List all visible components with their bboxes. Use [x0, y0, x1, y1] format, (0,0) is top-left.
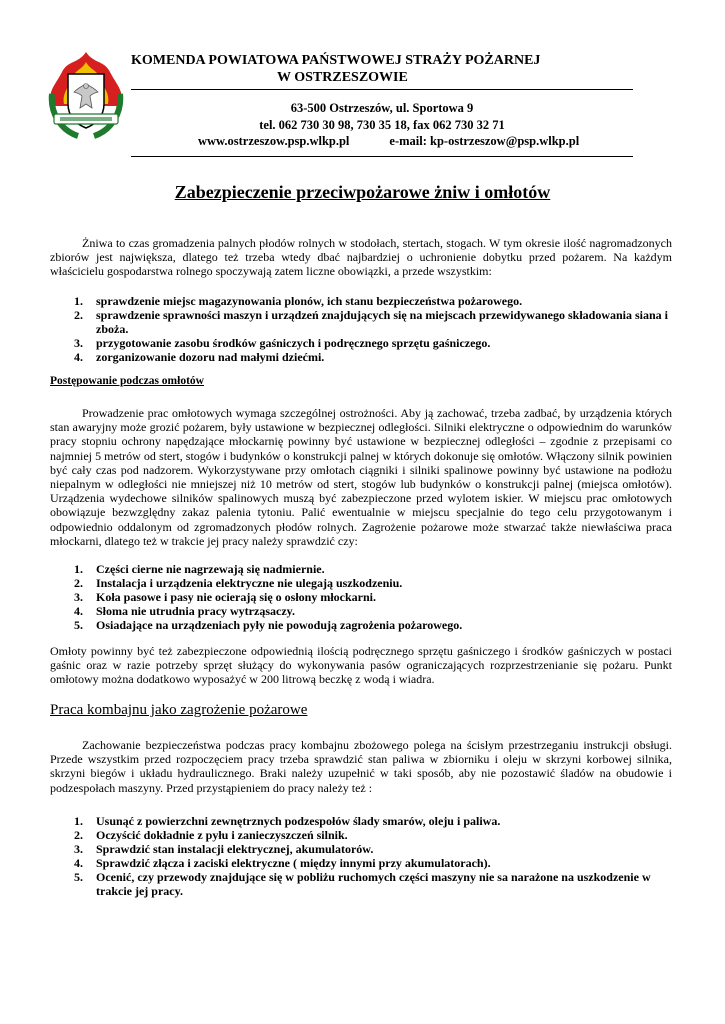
combine-paragraph: Zachowanie bezpieczeństwa podczas pracy kombajnu zbożowego polega na ścisłym przestrzeganiu instrukcji obsługi. Przede wszystkim przed rozpoczęciem pracy trzeba sprawdzić stan paliwa w zbiorniku i oleju w skrzyni korbowej silnika, skrzyni biegów i układu hydraulicznego. Braki należy uzupełnić w taki sposób, aby nie pozostawić śladów na obudowie i podzespołach maszyny. Przed przystąpieniem do pracy należy też : [50, 738, 672, 795]
list-item: 3. przygotowanie zasobu środków gaśniczych i podręcznego sprzętu gaśniczego. [74, 336, 491, 350]
list-item: 5. Ocenić, czy przewody znajdujące się w pobliżu ruchomych części maszyny nie sa narażone na uszkodzenie w trakcie jej pracy. [74, 870, 651, 898]
organization-name [131, 52, 641, 86]
website-link[interactable]: www.ostrzeszow.psp.wlkp.pl [198, 134, 350, 148]
organization-name-line1: KOMENDA POWIATOWA PAŃSTWOWEJ STRAŻY POŻARNEJ [131, 53, 541, 68]
list-item: 2. Instalacja i urządzenia elektryczne nie ulegają uszkodzeniu. [74, 576, 403, 590]
list-item: 2. Oczyścić dokładnie z pyłu i zanieczyszczeń silnik. [74, 828, 348, 842]
email-link[interactable]: e-mail: kp-ostrzeszow@psp.wlkp.pl [389, 134, 580, 148]
list-item: 1. sprawdzenie miejsc magazynowania plonów, ich stanu bezpieczeństwa pożarowego. [74, 294, 523, 308]
list-item: 4. Słoma nie utrudnia pracy wytrząsaczy. [74, 604, 295, 618]
intro-paragraph: Żniwa to czas gromadzenia palnych płodów rolnych w stodołach, stertach, stogach. W tym okresie ilość nagromadzonych zbiorów jest największa, dlatego też trzeba wtedy dbać najbardziej o uchronienie dobytku przed pożarem. Na każdym właścicielu gospodarstwa rolnego spoczywają zatem liczne obowiązki, a przede wszystkim: [50, 236, 672, 279]
list-item: 4. zorganizowanie dozoru nad małymi dziećmi. [74, 350, 325, 364]
header-divider-bottom [131, 156, 633, 157]
list-item: 2. sprawdzenie sprawności maszyn i urządzeń znajdujących się na miejscach przewidywanego składowania siana i zboża. [74, 308, 669, 336]
threshing-paragraph: Prowadzenie prac omłotowych wymaga szczególnej ostrożności. Aby ją zachować, trzeba zadbać, by urządzenia których stan awaryjny może grozić pożarem, były ustawione w bezpiecznej odległości. Silniki elektryczne o odpowiednim do warunków pracy stopniu ochrony napędzające młockarnię powinny być ustawione w bezpiecznej odległości – zgodnie z przepisami co najmniej 5 metrów od stert, stogów i budynków o konstrukcji palnej w których dokonuje się omłotów. Włączony silnik powinien być cały czas pod nadzorem. Wykorzystywane przy omłotach ciągniki i silniki spalinowe powinny być ustawione na podłożu niepalnym w odległości nie mniejszej niż 10 metrów od stert, stogów lub budynków o konstrukcji palnej (miejsca omłotów). Urządzenia wydechowe silników spalinowych muszą być zabezpieczone przed wylotem iskier. W miejscu prac omłotowych obowiązuje bezwzględny zakaz palenia tytoniu. Palić ewentualnie w miejscu specjalnie do tego celu przygotowanym i odpowiednio oddalonym od zgromadzonych płodów rolnych. Zagrożenie pożarowe może stwarzać także niewłaściwa praca młockarni, dlatego też w trakcie jej pracy należy sprawdzić czy: [50, 406, 672, 548]
header-divider-top [131, 89, 633, 90]
contact-line [198, 133, 579, 149]
list-item: 3. Koła pasowe i pasy nie ocierają się o osłony młockarni. [74, 590, 376, 604]
threshing-heading: Postępowanie podczas omłotów [50, 375, 204, 387]
list-item: 4. Sprawdzić złącza i zaciski elektryczne ( między innymi przy akumulatorach). [74, 856, 491, 870]
fire-service-emblem-icon [44, 50, 128, 142]
list-item: 5. Osiadające na urządzeniach pyły nie powodują zagrożenia pożarowego. [74, 618, 463, 632]
list-item: 1. Usunąć z powierzchni zewnętrznych podzespołów ślady smarów, oleju i paliwa. [74, 814, 501, 828]
phone-fax-line: tel. 062 730 30 98, 730 35 18, fax 062 730 32 71 [259, 118, 505, 132]
combine-heading: Praca kombajnu jako zagrożenie pożarowe [50, 702, 308, 718]
combine-steps-list [74, 814, 674, 898]
list-item: 1. Części cierne nie nagrzewają się nadmiernie. [74, 562, 325, 576]
list-item: 3. Sprawdzić stan instalacji elektrycznej, akumulatorów. [74, 842, 374, 856]
threshing-checks-list [74, 562, 674, 632]
duties-list [74, 294, 674, 364]
document-title: Zabezpieczenie przeciwpożarowe żniw i omłotów [174, 182, 551, 202]
postal-address: 63-500 Ostrzeszów, ul. Sportowa 9 [290, 101, 474, 115]
organization-name-line2: W OSTRZESZOWIE [277, 70, 408, 85]
threshing-closing-paragraph: Omłoty powinny być też zabezpieczone odpowiednią ilością podręcznego sprzętu gaśniczego i środków gaśniczych w postaci gaśnic oraz w razie potrzeby sprzęt służący do wykonywania pasów ograniczających rozprzestrzenianie się pożaru. Punkt omłotowy można dodatkowo wyposażyć w 200 litrową beczkę z wodą i wiadra. [50, 644, 672, 687]
